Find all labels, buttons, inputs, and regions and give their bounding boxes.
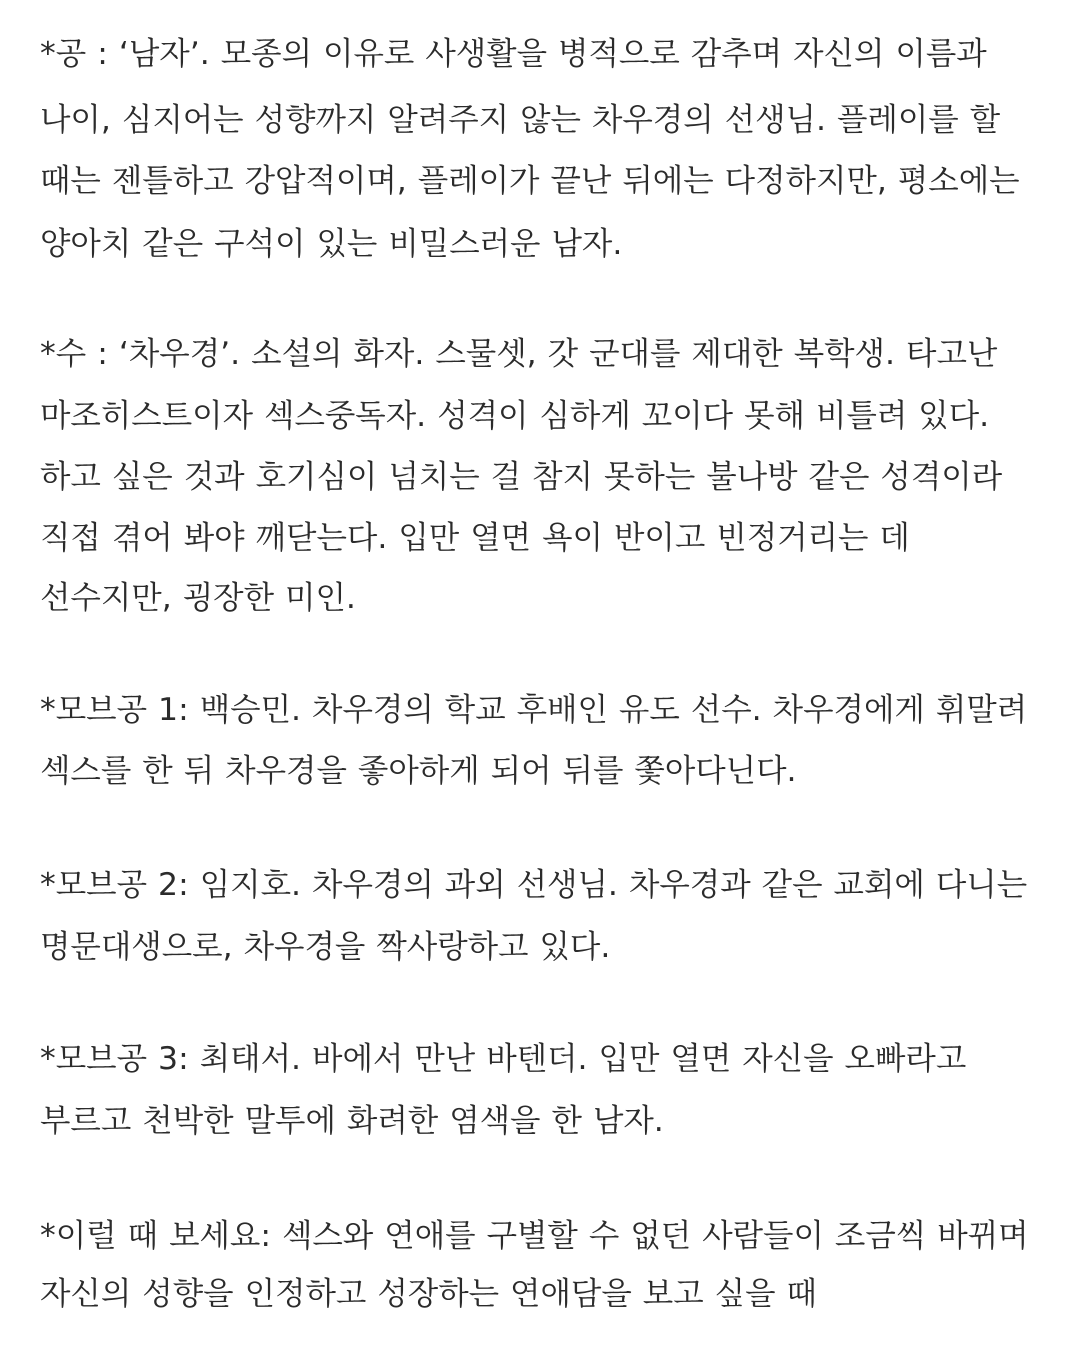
section-mob2-line-2: 명문대생으로, 차우경을 짝사랑하고 있다. bbox=[40, 929, 611, 965]
section-mob2-line-1: *모브공 2: 임지호. 차우경의 과외 선생님. 차우경과 같은 교회에 다니는 bbox=[40, 867, 1028, 903]
section-su-line-4: 직접 겪어 봐야 깨닫는다. 입만 열면 욕이 반이고 빈정거리는 데 bbox=[40, 520, 910, 556]
section-gong-line-1: *공 : ‘남자’. 모종의 이유로 사생활을 병적으로 감추며 자신의 이름과 bbox=[40, 36, 987, 72]
section-gong-line-2: 나이, 심지어는 성향까지 알려주지 않는 차우경의 선생님. 플레이를 할 bbox=[40, 102, 1001, 138]
section-mob1-line-2: 섹스를 한 뒤 차우경을 좋아하게 되어 뒤를 쫓아다닌다. bbox=[40, 753, 797, 789]
section-recommend-line-1: *이럴 때 보세요: 섹스와 연애를 구별할 수 없던 사람들이 조금씩 바뀌며 bbox=[40, 1218, 1029, 1254]
section-mob3-line-2: 부르고 천박한 말투에 화려한 염색을 한 남자. bbox=[40, 1103, 664, 1139]
section-recommend-line-2: 자신의 성향을 인정하고 성장하는 연애담을 보고 싶을 때 bbox=[40, 1276, 817, 1312]
section-su-line-2: 마조히스트이자 섹스중독자. 성격이 심하게 꼬이다 못해 비틀려 있다. bbox=[40, 398, 990, 434]
section-su-line-3: 하고 싶은 것과 호기심이 넘치는 걸 참지 못하는 불나방 같은 성격이라 bbox=[40, 459, 1003, 495]
section-mob1-line-1: *모브공 1: 백승민. 차우경의 학교 후배인 유도 선수. 차우경에게 휘말려 bbox=[40, 692, 1028, 728]
section-mob3-line-1: *모브공 3: 최태서. 바에서 만난 바텐더. 입만 열면 자신을 오빠라고 bbox=[40, 1041, 967, 1077]
section-su-line-5: 선수지만, 굉장한 미인. bbox=[40, 580, 356, 616]
section-su-line-1: *수 : ‘차우경’. 소설의 화자. 스물셋, 갓 군대를 제대한 복학생. 타고난 bbox=[40, 336, 998, 372]
section-gong-line-3: 때는 젠틀하고 강압적이며, 플레이가 끝난 뒤에는 다정하지만, 평소에는 bbox=[40, 163, 1020, 199]
section-gong-line-4: 양아치 같은 구석이 있는 비밀스러운 남자. bbox=[40, 226, 623, 262]
